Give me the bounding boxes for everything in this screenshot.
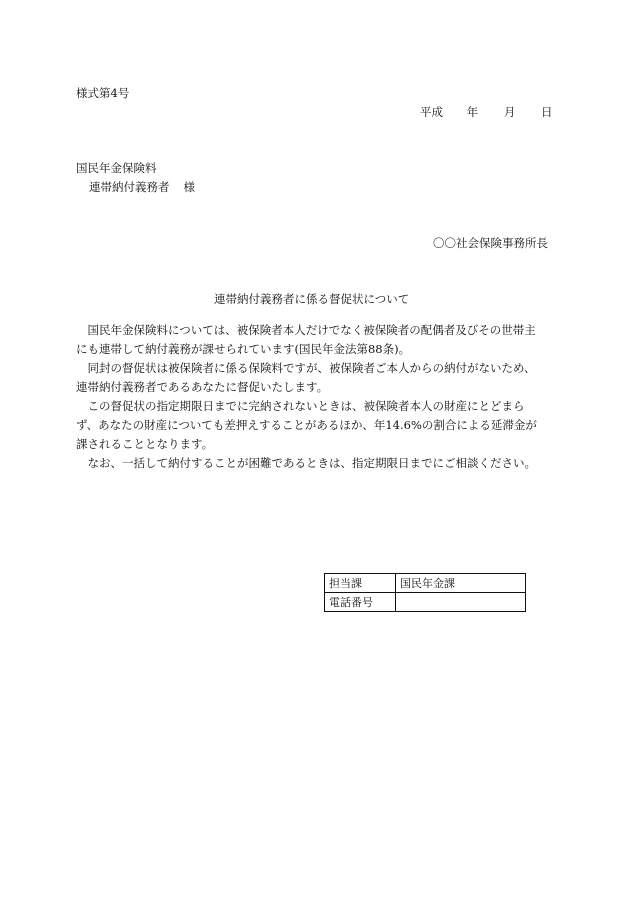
body-line: 国民年金保険料については、被保険者本人だけでなく被保険者の配偶者及びその世帯主 bbox=[76, 323, 536, 337]
body-line: なお、一括して納付することが困難であるときは、指定期限日までにご相談ください。 bbox=[76, 456, 536, 470]
addressee-line: 国民年金保険料 bbox=[76, 161, 157, 175]
contact-label: 担当課 bbox=[325, 574, 396, 593]
form-number: 様式第4号 bbox=[76, 86, 130, 100]
contact-value: 国民年金課 bbox=[396, 574, 526, 593]
date-month: 月 bbox=[503, 105, 516, 119]
contact-table bbox=[324, 573, 526, 612]
body-line: ず、あなたの財産についても差押えすることがあるほか、年14.6%の割合による延滞金が bbox=[76, 418, 537, 432]
contact-row bbox=[325, 574, 526, 593]
contact-value bbox=[396, 593, 526, 612]
date-day: 日 bbox=[540, 105, 553, 119]
addressee-honorific: 様 bbox=[183, 180, 195, 194]
body-line: にも連帯して納付義務が課せられています(国民年金法第88条)。 bbox=[76, 342, 411, 356]
body-line: 連帯納付義務者であるあなたに督促いたします。 bbox=[76, 380, 329, 394]
date-era: 平成 bbox=[420, 105, 443, 119]
date-line bbox=[420, 104, 552, 120]
document-title: 連帯納付義務者に係る督促状について bbox=[214, 292, 410, 306]
body-line: 同封の督促状は被保険者に係る保険料ですが、被保険者ご本人からの納付がないため、 bbox=[76, 361, 536, 375]
body-text bbox=[76, 321, 556, 473]
body-line: 課されることとなります。 bbox=[76, 437, 214, 451]
addressee-role: 連帯納付義務者 bbox=[89, 180, 170, 194]
body-line: この督促状の指定期限日までに完納されないときは、被保険者本人の財産にとどまら bbox=[76, 399, 525, 413]
sender: 〇〇社会保険事務所長 bbox=[433, 236, 548, 250]
date-year: 年 bbox=[466, 105, 479, 119]
contact-row bbox=[325, 593, 526, 612]
addressee-name bbox=[89, 179, 195, 195]
contact-label: 電話番号 bbox=[325, 593, 396, 612]
